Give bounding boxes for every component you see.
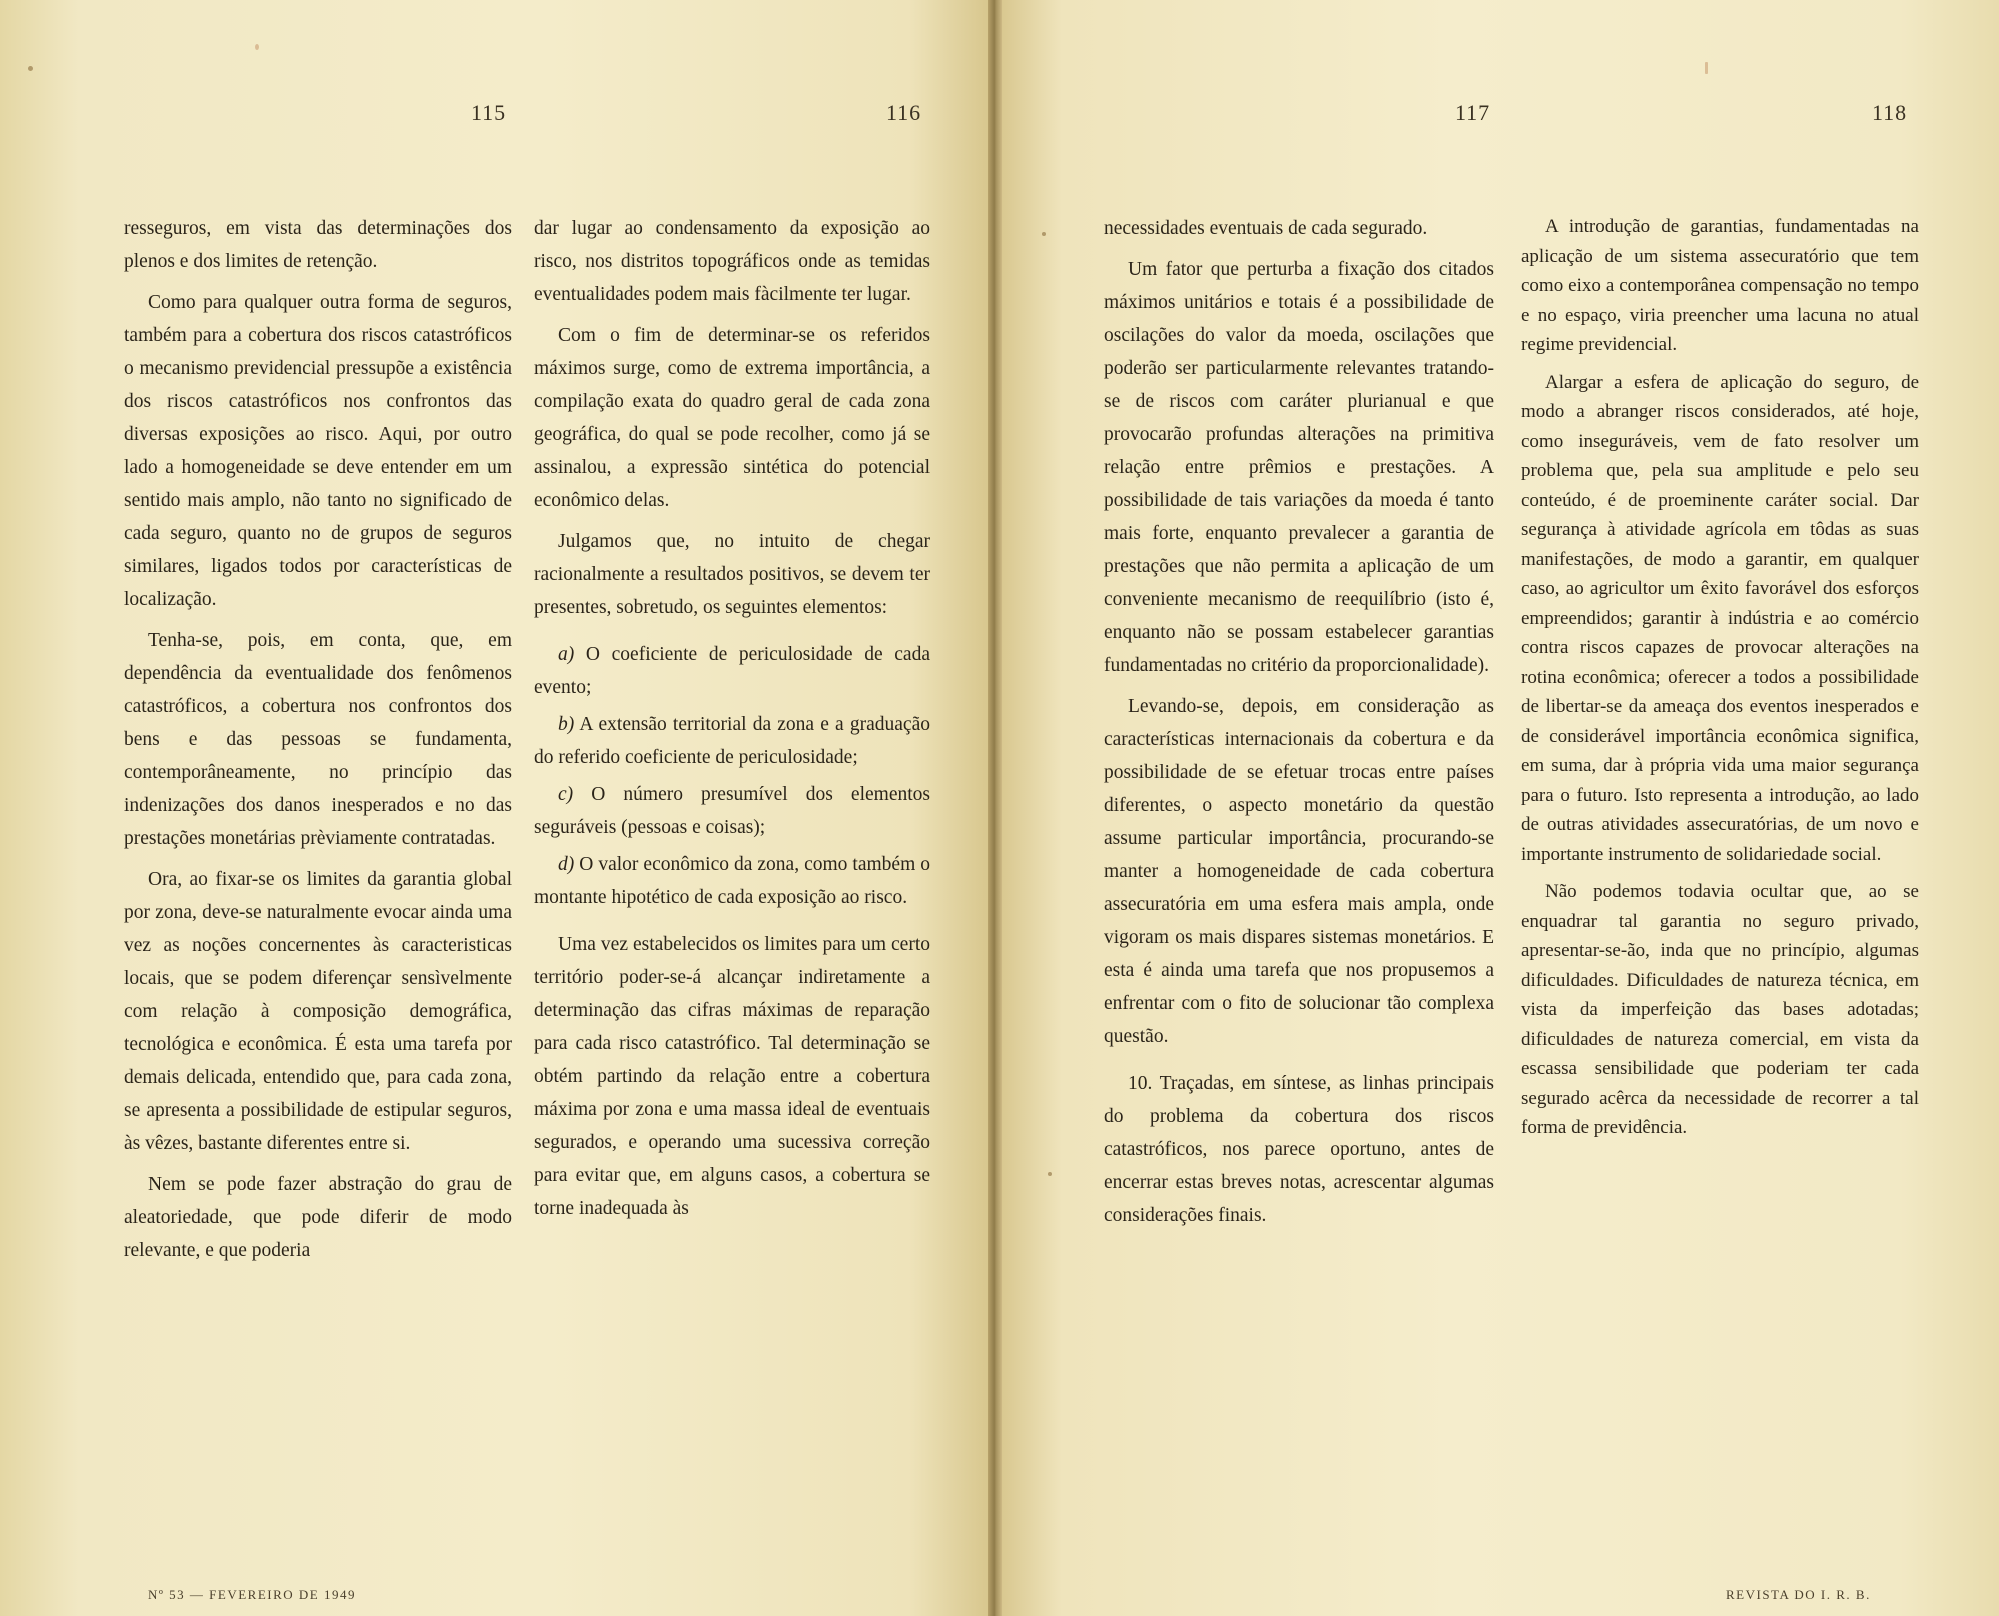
- column-page-116: [534, 212, 930, 1233]
- list-item-letter: c): [558, 784, 574, 805]
- right-page: [1002, 0, 1999, 1616]
- page-number-117: 117: [1455, 100, 1491, 125]
- list-item: [534, 848, 930, 914]
- list-item-letter: d): [558, 854, 575, 875]
- list-item: [534, 778, 930, 844]
- paragraph: Um fator que perturba a fixação dos citados máximos unitários e totais é a possibilidade de oscilações do valor da moeda, oscilações que poderão ser particularmente relevantes tratando-se de riscos com caráter plurianual e que provocarão profundas alterações na primitiva relação entre prêmios e prestações. A possibilidade de tais variações da moeda é tanto mais forte, enquanto prevalecer a garantia de prestações que não permita a aplicação de um conveniente mecanismo de reequilíbrio (isto é, enquanto não se possam estabelecer garantias fundamentadas no critério da proporcionalidade).: [1104, 259, 1494, 676]
- list-item-text: O coeficiente de periculosidade de cada evento;: [534, 644, 930, 698]
- paragraph: Nem se pode fazer abstração do grau de aleatoriedade, que pode diferir de modo relevante, e que poderia: [124, 1174, 512, 1261]
- list-item-letter: a): [558, 644, 575, 665]
- list-item-text: A extensão territorial da zona e a graduação do referido coeficiente de periculosidade;: [534, 714, 930, 768]
- paragraph: Julgamos que, no intuito de chegar racionalmente a resultados positivos, se devem ter presentes, sobretudo, os seguintes elementos:: [534, 531, 930, 618]
- ink-speck: [1042, 232, 1046, 236]
- paragraph: Uma vez estabelecidos os limites para um certo território poder-se-á alcançar indiretamente a determinação das cifras máximas de reparação para cada risco catastrófico. Tal determinação se obtém partindo da relação entre a cobertura máxima por zona e uma massa ideal de eventuais segurados, e operando uma sucessiva correção para evitar que, em alguns casos, a cobertura se torne inadequada às: [534, 934, 930, 1219]
- list-item: [534, 638, 930, 704]
- paragraph: necessidades eventuais de cada segurado.: [1104, 218, 1428, 239]
- ink-speck: [1705, 62, 1708, 74]
- list-item-letter: b): [558, 714, 575, 735]
- paragraph: Não podemos todavia ocultar que, ao se enquadrar tal garantia no seguro privado, apresentar-se-ão, inda que no princípio, algumas dificuldades. Dificuldades de natureza técnica, em vista da imperfeição das bases adotadas; dificuldades de natureza comercial, em vista da escassa sensibilidade que poderiam ter cada segurado acêrca da necessidade de recorrer a tal forma de previdência.: [1521, 881, 1919, 1138]
- paragraph: Com o fim de determinar-se os referidos máximos surge, como de extrema importância, a compilação exata do quadro geral de cada zona geográfica, do qual se pode recolher, como já se assinalou, a expressão sintética do potencial econômico delas.: [534, 325, 930, 511]
- paragraph: 10. Traçadas, em síntese, as linhas principais do problema da cobertura dos riscos catastróficos, nos parece oportuno, antes de encerrar estas breves notas, acrescentar algumas considerações finais.: [1104, 1073, 1494, 1226]
- list-item-text: O valor econômico da zona, como também o montante hipotético de cada exposição ao risco.: [534, 854, 930, 908]
- footer-journal: REVISTA DO I. R. B.: [1726, 1587, 1871, 1602]
- ink-speck: [28, 66, 33, 71]
- list-item-text: O número presumível dos elementos seguráveis (pessoas e coisas);: [534, 784, 930, 838]
- column-page-118: [1521, 212, 1919, 1151]
- left-page: [0, 0, 989, 1616]
- ink-speck: [255, 44, 259, 50]
- column-page-115: [124, 212, 512, 1275]
- paragraph: Ora, ao fixar-se os limites da garantia global por zona, deve-se naturalmente evocar ainda uma vez as noções concernentes às caracteristicas locais, que se podem diferençar sensìvelmente com relação à composição demográfica, tecnológica e econômica. É esta uma tarefa por demais delicada, entendido que, para cada zona, se apresenta a possibilidade de estipular seguros, às vêzes, bastante diferentes entre si.: [124, 869, 512, 1154]
- page-number-116: 116: [886, 100, 922, 125]
- paragraph: A introdução de garantias, fundamentadas na aplicação de um sistema assecuratório que tem como eixo a contemporânea compensação no tempo e no espaço, viria preencher uma lacuna no atual regime previdencial.: [1521, 216, 1919, 355]
- paragraph: Tenha-se, pois, em conta, que, em dependência da eventualidade dos fenômenos catastróficos, a cobertura nos confrontos dos bens e das pessoas se fundamenta, contemporâneamente, no princípio das indenizações dos danos inesperados e no das prestações monetárias prèviamente contratadas.: [124, 630, 512, 849]
- footer-issue: Nº 53 — FEVEREIRO DE 1949: [148, 1587, 356, 1602]
- paragraph: resseguros, em vista das determinações dos plenos e dos limites de retenção.: [124, 218, 512, 272]
- paragraph: Levando-se, depois, em consideração as características internacionais da cobertura e da possibilidade de se efetuar trocas entre países diferentes, o aspecto monetário da questão assume particular importância, procurando-se manter a homogeneidade de cada cobertura assecuratória em uma esfera mais ampla, onde vigoram os mais dispares sistemas monetários. E esta é ainda uma tarefa que nos propusemos a enfrentar com o fito de solucionar tão complexa questão.: [1104, 696, 1494, 1047]
- ink-speck: [1048, 1172, 1052, 1176]
- book-gutter: [988, 0, 1002, 1616]
- column-page-117: [1104, 212, 1494, 1240]
- paragraph: Alargar a esfera de aplicação do seguro, de modo a abranger riscos considerados, até hoje, como inseguráveis, vem de fato resolver um problema que, pela sua amplitude e pelo seu conteúdo, é de proeminente caráter social. Dar segurança à atividade agrícola em tôdas as suas manifestações, de modo a garantir, em qualquer caso, ao agricultor um êxito favorável dos esforços empreendidos; garantir à indústria e ao comércio contra riscos capazes de provocar alterações na rotina econômica; oferecer a todos a possibilidade de libertar-se da ameaça dos eventos inesperados e de considerável importância econômica significa, em suma, dar à própria vida uma maior segurança para o futuro. Isto representa a introdução, ao lado de outras atividades assecuratórias, de um novo e importante instrumento de solidariedade social.: [1521, 371, 1919, 865]
- paragraph: dar lugar ao condensamento da exposição ao risco, nos distritos topográficos onde as temidas eventualidades podem mais fàcilmente ter lugar.: [534, 218, 930, 305]
- paragraph: Como para qualquer outra forma de seguros, também para a cobertura dos riscos catastróficos o mecanismo previdencial pressupõe a existência dos riscos catastróficos nos confrontos das diversas exposições ao risco. Aqui, por outro lado a homogeneidade se deve entender em um sentido mais amplo, não tanto no significado de cada seguro, quanto no de grupos de seguros similares, ligados todos por características de localização.: [124, 292, 512, 610]
- list-item: [534, 708, 930, 774]
- page-number-115: 115: [471, 100, 507, 125]
- page-number-118: 118: [1872, 100, 1908, 125]
